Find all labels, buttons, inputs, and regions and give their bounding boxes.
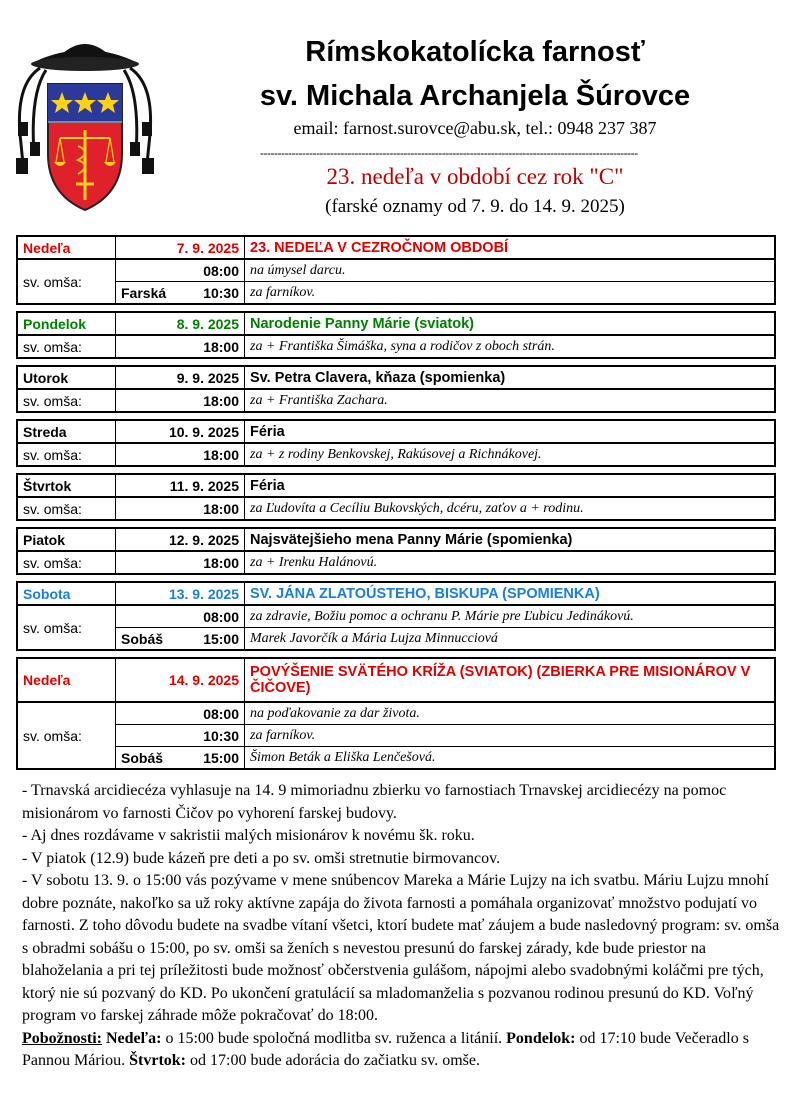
day-date: 14. 9. 2025 xyxy=(116,658,245,702)
devotion-text: od 17:10 bude Večeradlo s Pannou Máriou. xyxy=(22,1029,749,1069)
day-schedule-tuesday xyxy=(16,365,776,413)
day-schedule-saturday xyxy=(16,581,776,651)
mass-intention: Marek Javorčík a Mária Lujza Minnucciová xyxy=(245,628,776,651)
mass-intention: na poďakovanie za dar života. xyxy=(245,702,776,725)
mass-label: sv. omša: xyxy=(17,551,116,574)
mass-intention: za + Irenku Halánovú. xyxy=(245,551,776,574)
mass-time: 15:00 xyxy=(203,630,239,647)
mass-label: sv. omša: xyxy=(17,443,116,466)
mass-time: 18:00 xyxy=(203,338,239,355)
parish-title: Rímskokatolícka farnosť xyxy=(305,36,645,68)
devotions-label: Pobožnosti: xyxy=(22,1029,102,1047)
devotion-day-label: Nedeľa: xyxy=(106,1029,162,1047)
mass-intention: za farníkov. xyxy=(245,282,776,305)
mass-label: sv. omša: xyxy=(17,389,116,412)
devotion-day-label: Štvrtok: xyxy=(129,1052,186,1069)
mass-label: sv. omša: xyxy=(17,702,116,769)
announcement-item: - V piatok (12.9) bude kázeň pre deti a po sv. omši stretnutie birmovancov. xyxy=(22,849,501,867)
mass-intention: za Ľudovíta a Cecíliu Bukovských, dcéru, zaťov a + rodinu. xyxy=(245,497,776,520)
announcements xyxy=(22,780,780,1073)
day-schedule-sunday-1 xyxy=(16,235,776,305)
mass-place: Farská xyxy=(121,284,167,301)
day-title: 23. NEDEĽA V CEZROČNOM OBDOBÍ xyxy=(245,236,776,259)
day-date: 11. 9. 2025 xyxy=(116,474,245,497)
day-schedule-thursday xyxy=(16,473,776,521)
day-title: SV. JÁNA ZLATOÚSTEHO, BISKUPA (SPOMIENKA) xyxy=(245,582,776,605)
day-schedule-sunday-2 xyxy=(16,657,776,770)
mass-time: 18:00 xyxy=(203,392,239,409)
mass-label: sv. omša: xyxy=(17,605,116,650)
mass-time: 15:00 xyxy=(203,749,239,766)
announcement-item: - V sobotu 13. 9. o 15:00 vás pozývame v mene snúbencov Mareka a Márie Lujzy na ich svatbu. Máriu Lujzu mnohí dobre poznáte, nakoľko sa už roky aktívne zapája do života farnosti a pomáhala organizovať množstvo podujatí vo farnosti. Z toho dôvodu budete na svadbe vítaní všetci, ktorí budete mať záujem a bude nasledovný program: sv. omša s obradmi sobášu o 15:00, po sv. omši sa ženích s nevestou presunú do farskej zárady, kde bude priestor na blahoželania a pri tej príležitosti bude možnosť občerstvenia gulášom, nápojmi alebo svadobnými koláčmi pre tých, ktorý nie sú pozvaný do KD. Po ukončení gratulácií sa mladomanželia s pozvanou rodinou presunú do KD. Voľný program vo farskej záhrade môže pokračovať do 18:00. xyxy=(22,872,780,1024)
mass-intention: za zdravie, Božiu pomoc a ochranu P. Márie pre Ľubicu Jedinákovú. xyxy=(245,605,776,628)
day-name: Sobota xyxy=(17,582,116,605)
day-title: Narodenie Panny Márie (sviatok) xyxy=(245,312,776,335)
devotion-day-label: Pondelok: xyxy=(506,1029,576,1047)
galero-hat-icon xyxy=(31,44,139,71)
day-name: Streda xyxy=(17,420,116,443)
mass-place: Sobáš xyxy=(121,630,164,647)
day-name: Utorok xyxy=(17,366,116,389)
mass-time: 18:00 xyxy=(203,446,239,463)
day-name: Štvrtok xyxy=(17,474,116,497)
sunday-title: 23. nedeľa v období cez rok "C" xyxy=(326,164,624,189)
mass-intention: za + z rodiny Benkovskej, Rakúsovej a Richnákovej. xyxy=(245,443,776,466)
mass-time: 08:00 xyxy=(203,608,239,625)
mass-intention: Šimon Beták a Eliška Lenčešová. xyxy=(245,747,776,770)
day-title: POVÝŠENIE SVÄTÉHO KRÍŽA (SVIATOK) (ZBIERKA PRE MISIONÁROV V ČIČOVE) xyxy=(245,658,776,702)
mass-time: 10:30 xyxy=(203,727,239,744)
mass-time: 08:00 xyxy=(203,262,239,279)
devotion-text: od 17:00 bude adorácia do začiatku sv. omše. xyxy=(186,1052,480,1069)
contact-info: email: farnost.surovce@abu.sk, tel.: 0948 237 387 xyxy=(293,118,657,138)
day-title: Féria xyxy=(245,474,776,497)
mass-label: sv. omša: xyxy=(17,335,116,358)
mass-intention: za + Františka Zachara. xyxy=(245,389,776,412)
mass-label: sv. omša: xyxy=(17,497,116,520)
separator-line: ------------------------------------------------------------------------------------------------------------ xyxy=(260,146,638,160)
parish-coat-of-arms xyxy=(12,34,158,214)
day-date: 10. 9. 2025 xyxy=(116,420,245,443)
announcement-range: (farské oznamy od 7. 9. do 14. 9. 2025) xyxy=(325,196,625,217)
shield-icon xyxy=(48,84,122,210)
day-name: Piatok xyxy=(17,528,116,551)
day-date: 8. 9. 2025 xyxy=(116,312,245,335)
day-date: 13. 9. 2025 xyxy=(116,582,245,605)
mass-intention: za + Františka Šimáška, syna a rodičov z oboch strán. xyxy=(245,335,776,358)
devotions xyxy=(22,1028,780,1073)
mass-time: 18:00 xyxy=(203,500,239,517)
day-schedule-monday xyxy=(16,311,776,359)
mass-time: 10:30 xyxy=(203,284,239,301)
day-schedule-friday xyxy=(16,527,776,575)
day-date: 9. 9. 2025 xyxy=(116,366,245,389)
mass-label: sv. omša: xyxy=(17,259,116,304)
day-date: 7. 9. 2025 xyxy=(116,236,245,259)
day-title: Najsvätejšieho mena Panny Márie (spomienka) xyxy=(245,528,776,551)
mass-time: 18:00 xyxy=(203,554,239,571)
mass-time: 08:00 xyxy=(203,705,239,722)
day-date: 12. 9. 2025 xyxy=(116,528,245,551)
day-name: Pondelok xyxy=(17,312,116,335)
day-name: Nedeľa xyxy=(17,236,116,259)
announcement-item: - Trnavská arcidiecéza vyhlasuje na 14. 9 mimoriadnu zbierku vo farnostiach Trnavskej arcidiecézy na pomoc misionárom vo farnosti Čičov po vyhorení farskej budovy. xyxy=(22,782,727,822)
parish-subtitle: sv. Michala Archanjela Šúrovce xyxy=(259,80,691,112)
day-name: Nedeľa xyxy=(17,658,116,702)
day-schedule-wednesday xyxy=(16,419,776,467)
mass-place: Sobáš xyxy=(121,749,164,766)
mass-intention: za farníkov. xyxy=(245,725,776,747)
day-title: Féria xyxy=(245,420,776,443)
day-title: Sv. Petra Clavera, kňaza (spomienka) xyxy=(245,366,776,389)
announcement-item: - Aj dnes rozdávame v sakristii malých misionárov k novému šk. roku. xyxy=(22,827,475,844)
devotion-text: o 15:00 bude spoločná modlitba sv. ruženca a litánií. xyxy=(161,1029,507,1047)
mass-intention: na úmysel darcu. xyxy=(245,259,776,282)
